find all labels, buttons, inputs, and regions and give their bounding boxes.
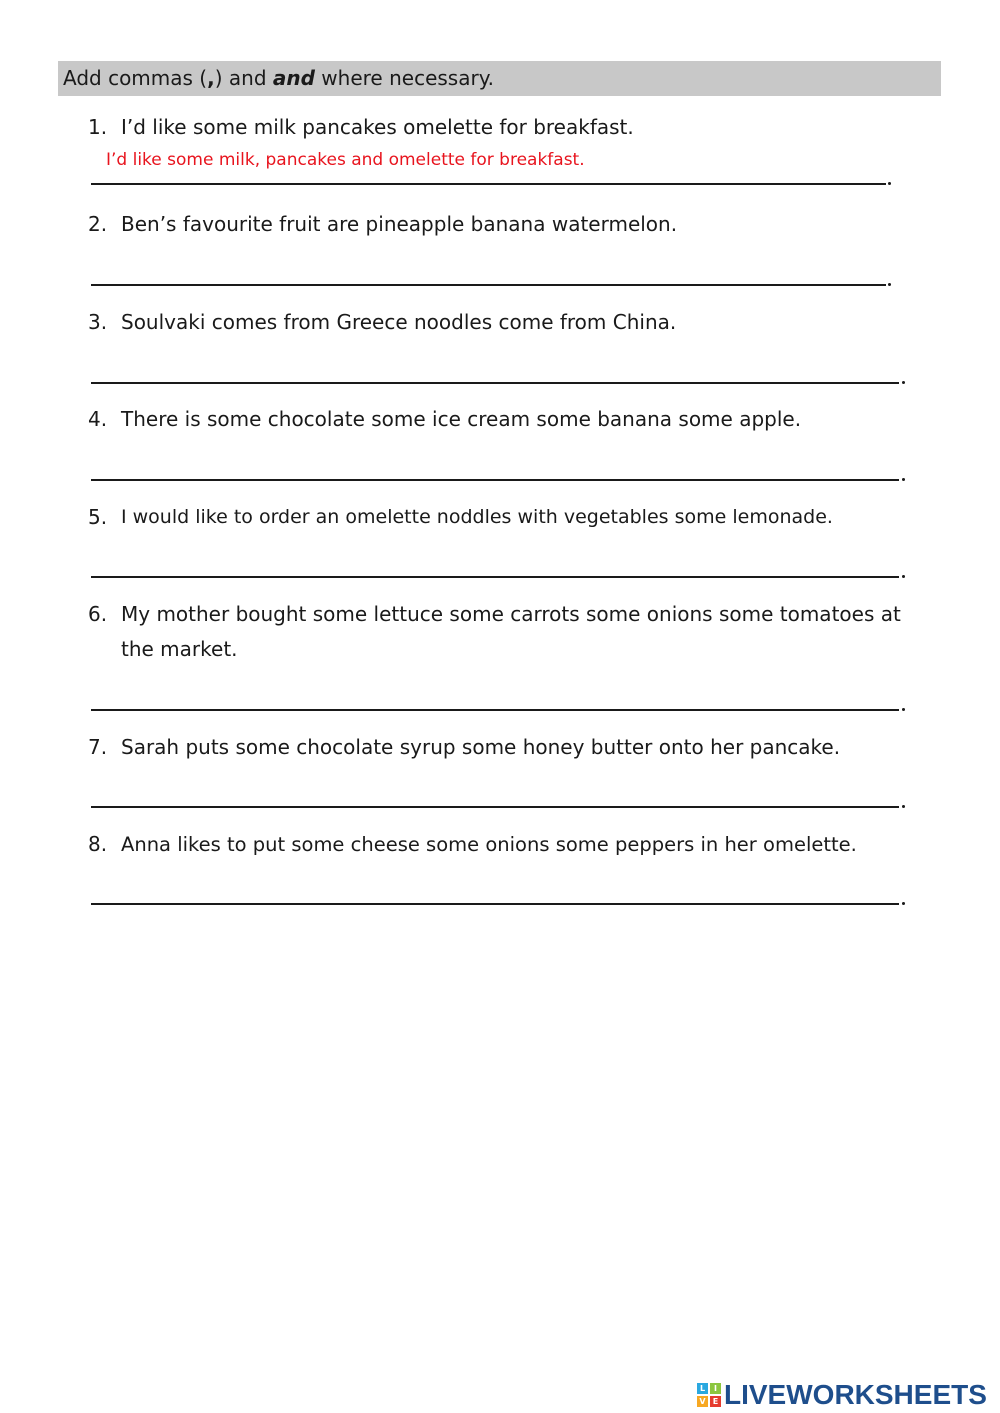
answer-input-3[interactable] [91, 353, 903, 383]
question-text: Sarah puts some chocolate syrup some honey butter onto her pancake. [121, 735, 841, 759]
question-number: 4. [88, 407, 108, 431]
answer-line-3 [91, 382, 899, 384]
logo-mark-i: I [710, 1383, 721, 1394]
instruction-bar [58, 61, 941, 96]
question-number: 6. [88, 602, 108, 626]
question-text: Ben’s favourite fruit are pineapple banana watermelon. [121, 212, 678, 236]
question-8 [88, 827, 948, 862]
instruction-comma: , [207, 66, 215, 90]
instruction-middle: ) and [214, 66, 273, 90]
question-number: 2. [88, 212, 108, 236]
answer-line-5 [91, 576, 899, 578]
answer-input-6[interactable] [91, 680, 903, 710]
question-number: 3. [88, 310, 108, 334]
logo-mark-icon [697, 1383, 721, 1407]
question-6 [88, 597, 948, 667]
question-text: Anna likes to put some cheese some onions some peppers in her omelette. [121, 833, 857, 856]
question-5 [88, 500, 948, 535]
line-end-dot [888, 182, 891, 185]
answer-line-1 [91, 183, 886, 185]
answer-line-6 [91, 709, 899, 711]
line-end-dot [902, 902, 905, 905]
answer-line-4 [91, 479, 899, 481]
answer-input-2[interactable] [91, 255, 890, 285]
logo-mark-v: V [697, 1396, 708, 1407]
line-end-dot [902, 381, 905, 384]
question-text: I would like to order an omelette noddles with vegetables some lemonade. [121, 506, 833, 528]
question-text: My mother bought some lettuce some carrots some onions some tomatoes at the market. [121, 602, 901, 661]
answer-1-filled[interactable]: I’d like some milk, pancakes and omelette for breakfast. [106, 150, 585, 170]
line-end-dot [902, 478, 905, 481]
answer-input-8[interactable] [91, 874, 903, 904]
instruction-prefix: Add commas ( [63, 66, 208, 90]
logo-mark-e: E [710, 1396, 721, 1407]
answer-line-2 [91, 284, 886, 286]
question-7 [88, 730, 948, 765]
question-text: I’d like some milk pancakes omelette for breakfast. [121, 115, 634, 139]
question-3 [88, 305, 948, 340]
question-text: There is some chocolate some ice cream some banana some apple. [121, 407, 802, 431]
answer-line-7 [91, 806, 899, 808]
question-4 [88, 402, 948, 437]
line-end-dot [902, 805, 905, 808]
instruction-suffix: where necessary. [314, 66, 495, 90]
answer-input-5[interactable] [91, 547, 903, 577]
question-number: 1. [88, 115, 108, 139]
answer-input-7[interactable] [91, 777, 903, 807]
question-2 [88, 207, 948, 242]
answer-input-4[interactable] [91, 450, 903, 480]
line-end-dot [902, 708, 905, 711]
line-end-dot [902, 575, 905, 578]
question-number: 5. [88, 505, 108, 529]
line-end-dot [888, 283, 891, 286]
question-number: 7. [88, 735, 108, 759]
answer-line-8 [91, 903, 899, 905]
question-number: 8. [88, 832, 108, 856]
instruction-keyword: and [272, 66, 315, 90]
liveworksheets-logo [697, 1379, 987, 1411]
question-1 [88, 110, 948, 145]
question-text: Soulvaki comes from Greece noodles come from China. [121, 310, 677, 334]
logo-text: LIVEWORKSHEETS [724, 1379, 987, 1410]
logo-mark-l: L [697, 1383, 708, 1394]
